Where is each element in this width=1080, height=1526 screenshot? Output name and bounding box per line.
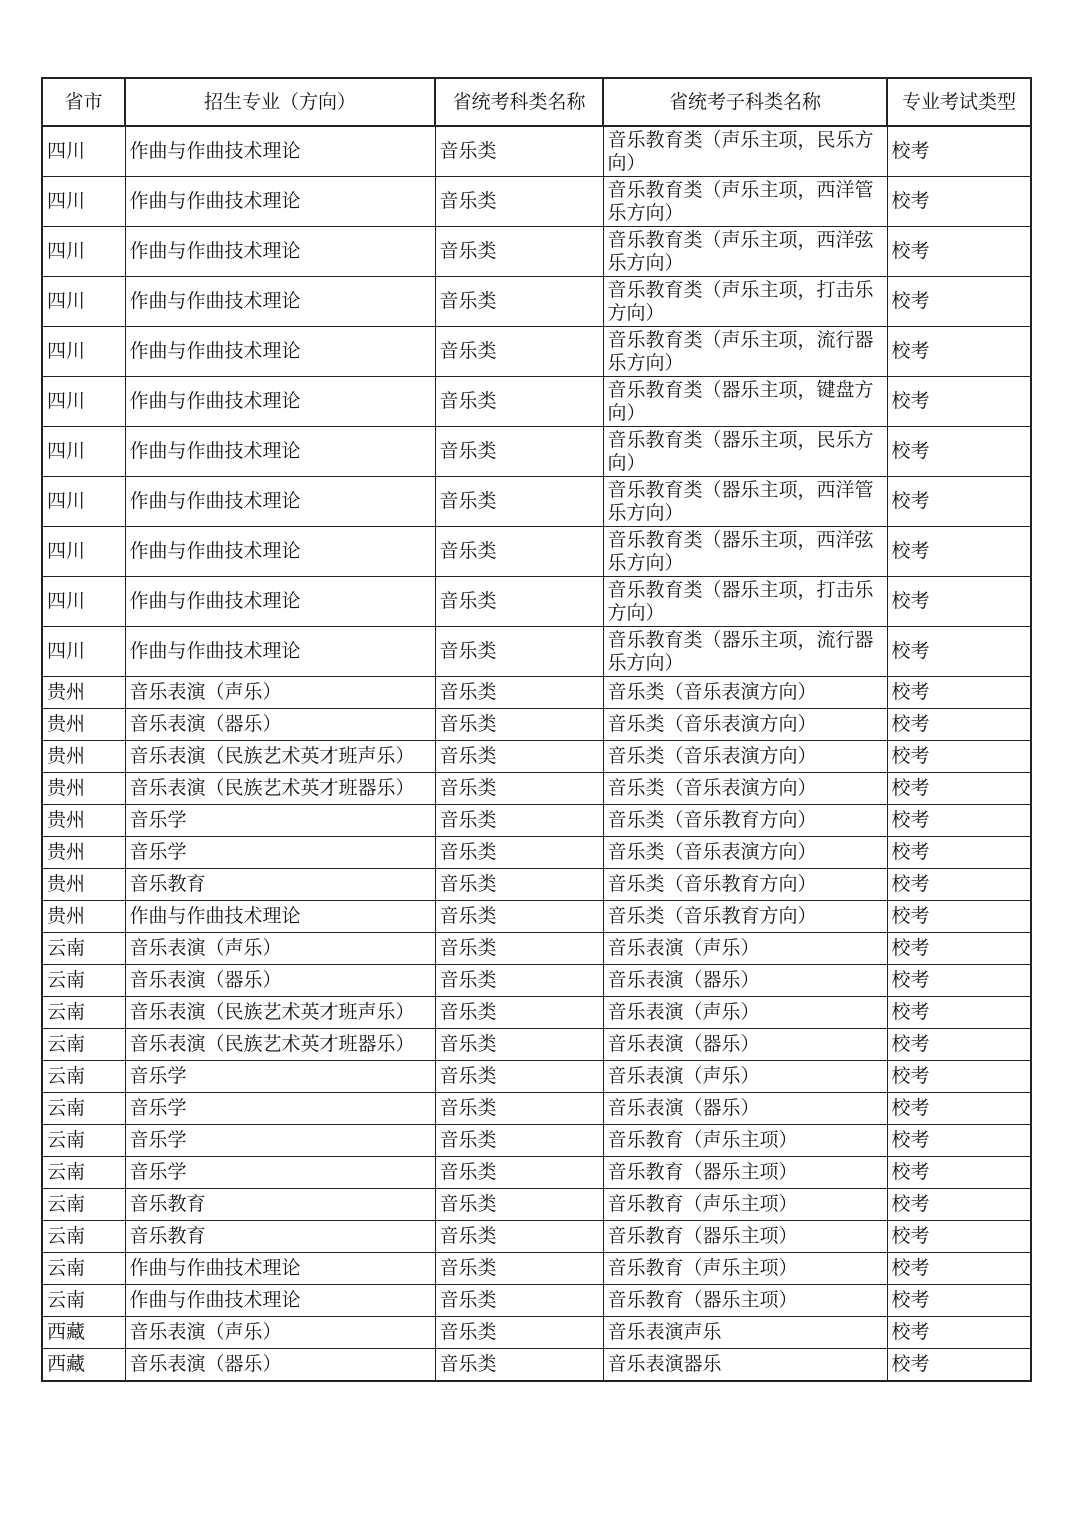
table-row <box>42 1317 1031 1349</box>
cell-province: 云南 <box>42 1093 125 1125</box>
cell-exam-subcategory: 音乐教育（器乐主项） <box>603 1157 887 1189</box>
cell-exam-category: 音乐类 <box>435 1061 603 1093</box>
cell-major: 音乐表演（声乐） <box>125 1317 435 1349</box>
cell-province: 西藏 <box>42 1317 125 1349</box>
table-row <box>42 965 1031 997</box>
cell-major: 作曲与作曲技术理论 <box>125 477 435 527</box>
cell-exam-subcategory: 音乐表演（器乐） <box>603 965 887 997</box>
cell-major: 音乐教育 <box>125 869 435 901</box>
cell-exam-category: 音乐类 <box>435 126 603 177</box>
cell-exam-type: 校考 <box>887 1253 1031 1285</box>
cell-major: 作曲与作曲技术理论 <box>125 1285 435 1317</box>
cell-exam-type: 校考 <box>887 1093 1031 1125</box>
table-row <box>42 933 1031 965</box>
cell-major: 音乐表演（民族艺术英才班器乐） <box>125 1029 435 1061</box>
cell-major: 音乐教育 <box>125 1189 435 1221</box>
cell-exam-category: 音乐类 <box>435 997 603 1029</box>
cell-exam-category: 音乐类 <box>435 837 603 869</box>
cell-exam-category: 音乐类 <box>435 677 603 709</box>
cell-exam-subcategory: 音乐表演（器乐） <box>603 1093 887 1125</box>
table-header-row <box>42 78 1031 126</box>
cell-exam-category: 音乐类 <box>435 805 603 837</box>
cell-province: 云南 <box>42 1221 125 1253</box>
table-row <box>42 1253 1031 1285</box>
table-row <box>42 1061 1031 1093</box>
cell-exam-subcategory: 音乐类（音乐教育方向） <box>603 901 887 933</box>
table-row <box>42 837 1031 869</box>
cell-major: 音乐学 <box>125 1061 435 1093</box>
cell-exam-type: 校考 <box>887 837 1031 869</box>
cell-major: 音乐表演（民族艺术英才班声乐） <box>125 741 435 773</box>
table-row <box>42 1221 1031 1253</box>
cell-major: 音乐学 <box>125 1093 435 1125</box>
header-exam-category: 省统考科类名称 <box>435 78 603 126</box>
cell-exam-type: 校考 <box>887 177 1031 227</box>
cell-province: 云南 <box>42 1029 125 1061</box>
cell-major: 作曲与作曲技术理论 <box>125 1253 435 1285</box>
cell-major: 音乐表演（器乐） <box>125 965 435 997</box>
cell-major: 音乐表演（器乐） <box>125 1349 435 1382</box>
cell-exam-subcategory: 音乐教育类（声乐主项，打击乐方向） <box>603 277 887 327</box>
cell-exam-subcategory: 音乐教育类（声乐主项，民乐方向） <box>603 126 887 177</box>
cell-province: 四川 <box>42 427 125 477</box>
cell-exam-type: 校考 <box>887 577 1031 627</box>
cell-exam-category: 音乐类 <box>435 1317 603 1349</box>
cell-major: 作曲与作曲技术理论 <box>125 527 435 577</box>
cell-province: 云南 <box>42 965 125 997</box>
cell-exam-category: 音乐类 <box>435 1285 603 1317</box>
cell-major: 作曲与作曲技术理论 <box>125 227 435 277</box>
cell-exam-type: 校考 <box>887 477 1031 527</box>
cell-province: 贵州 <box>42 901 125 933</box>
cell-exam-type: 校考 <box>887 627 1031 677</box>
cell-exam-category: 音乐类 <box>435 527 603 577</box>
table-body <box>42 126 1031 1381</box>
cell-exam-subcategory: 音乐教育类（器乐主项，键盘方向） <box>603 377 887 427</box>
cell-major: 音乐学 <box>125 1157 435 1189</box>
table-row <box>42 1285 1031 1317</box>
cell-province: 西藏 <box>42 1349 125 1382</box>
table-row <box>42 773 1031 805</box>
cell-province: 云南 <box>42 1253 125 1285</box>
table-row <box>42 177 1031 227</box>
cell-exam-category: 音乐类 <box>435 1253 603 1285</box>
table-row <box>42 327 1031 377</box>
cell-exam-type: 校考 <box>887 805 1031 837</box>
cell-exam-subcategory: 音乐教育（器乐主项） <box>603 1221 887 1253</box>
header-province: 省市 <box>42 78 125 126</box>
cell-province: 四川 <box>42 477 125 527</box>
table-row <box>42 677 1031 709</box>
cell-province: 四川 <box>42 627 125 677</box>
cell-province: 四川 <box>42 377 125 427</box>
cell-exam-type: 校考 <box>887 965 1031 997</box>
cell-exam-subcategory: 音乐表演（声乐） <box>603 1061 887 1093</box>
cell-province: 四川 <box>42 577 125 627</box>
cell-province: 贵州 <box>42 837 125 869</box>
table-row <box>42 709 1031 741</box>
cell-exam-subcategory: 音乐教育类（器乐主项，西洋弦乐方向） <box>603 527 887 577</box>
table-row <box>42 1029 1031 1061</box>
cell-exam-type: 校考 <box>887 1189 1031 1221</box>
cell-exam-subcategory: 音乐教育类（器乐主项，民乐方向） <box>603 427 887 477</box>
cell-exam-subcategory: 音乐教育（器乐主项） <box>603 1285 887 1317</box>
cell-major: 作曲与作曲技术理论 <box>125 577 435 627</box>
cell-exam-category: 音乐类 <box>435 177 603 227</box>
cell-major: 作曲与作曲技术理论 <box>125 177 435 227</box>
cell-exam-type: 校考 <box>887 901 1031 933</box>
cell-exam-category: 音乐类 <box>435 901 603 933</box>
cell-province: 贵州 <box>42 709 125 741</box>
cell-province: 云南 <box>42 933 125 965</box>
cell-province: 云南 <box>42 1189 125 1221</box>
cell-exam-subcategory: 音乐类（音乐表演方向） <box>603 677 887 709</box>
cell-exam-category: 音乐类 <box>435 277 603 327</box>
header-exam-type: 专业考试类型 <box>887 78 1031 126</box>
cell-exam-category: 音乐类 <box>435 1189 603 1221</box>
cell-major: 作曲与作曲技术理论 <box>125 377 435 427</box>
cell-exam-subcategory: 音乐教育类（器乐主项，流行器乐方向） <box>603 627 887 677</box>
cell-major: 音乐学 <box>125 1125 435 1157</box>
cell-exam-subcategory: 音乐表演（声乐） <box>603 997 887 1029</box>
cell-exam-type: 校考 <box>887 1317 1031 1349</box>
cell-exam-subcategory: 音乐教育（声乐主项） <box>603 1125 887 1157</box>
cell-province: 云南 <box>42 997 125 1029</box>
cell-province: 四川 <box>42 527 125 577</box>
cell-exam-category: 音乐类 <box>435 1349 603 1382</box>
cell-major: 作曲与作曲技术理论 <box>125 901 435 933</box>
cell-exam-type: 校考 <box>887 773 1031 805</box>
cell-exam-subcategory: 音乐表演（声乐） <box>603 933 887 965</box>
cell-exam-type: 校考 <box>887 126 1031 177</box>
table-row <box>42 1189 1031 1221</box>
cell-exam-subcategory: 音乐教育类（器乐主项，打击乐方向） <box>603 577 887 627</box>
cell-exam-subcategory: 音乐表演（器乐） <box>603 1029 887 1061</box>
cell-province: 四川 <box>42 126 125 177</box>
cell-province: 云南 <box>42 1061 125 1093</box>
cell-major: 作曲与作曲技术理论 <box>125 126 435 177</box>
cell-province: 贵州 <box>42 741 125 773</box>
cell-exam-type: 校考 <box>887 1285 1031 1317</box>
table-row <box>42 427 1031 477</box>
table-row <box>42 1349 1031 1382</box>
cell-exam-category: 音乐类 <box>435 1093 603 1125</box>
cell-province: 四川 <box>42 227 125 277</box>
cell-exam-type: 校考 <box>887 1221 1031 1253</box>
cell-major: 音乐表演（声乐） <box>125 677 435 709</box>
cell-exam-type: 校考 <box>887 527 1031 577</box>
cell-exam-subcategory: 音乐类（音乐教育方向） <box>603 805 887 837</box>
cell-province: 四川 <box>42 327 125 377</box>
cell-exam-category: 音乐类 <box>435 377 603 427</box>
cell-exam-type: 校考 <box>887 997 1031 1029</box>
cell-exam-type: 校考 <box>887 1125 1031 1157</box>
cell-exam-subcategory: 音乐类（音乐表演方向） <box>603 773 887 805</box>
cell-major: 音乐表演（声乐） <box>125 933 435 965</box>
cell-exam-type: 校考 <box>887 1061 1031 1093</box>
table-row <box>42 527 1031 577</box>
cell-exam-subcategory: 音乐类（音乐表演方向） <box>603 709 887 741</box>
cell-exam-type: 校考 <box>887 933 1031 965</box>
cell-exam-category: 音乐类 <box>435 227 603 277</box>
cell-province: 四川 <box>42 177 125 227</box>
cell-province: 贵州 <box>42 677 125 709</box>
cell-exam-type: 校考 <box>887 427 1031 477</box>
table-row <box>42 577 1031 627</box>
table-row <box>42 477 1031 527</box>
table-row <box>42 1157 1031 1189</box>
cell-province: 四川 <box>42 277 125 327</box>
table-row <box>42 277 1031 327</box>
table-row <box>42 1093 1031 1125</box>
cell-exam-subcategory: 音乐教育（声乐主项） <box>603 1189 887 1221</box>
table-row <box>42 901 1031 933</box>
cell-major: 作曲与作曲技术理论 <box>125 427 435 477</box>
cell-exam-subcategory: 音乐表演器乐 <box>603 1349 887 1382</box>
cell-exam-type: 校考 <box>887 677 1031 709</box>
cell-exam-category: 音乐类 <box>435 477 603 527</box>
cell-province: 云南 <box>42 1157 125 1189</box>
table-row <box>42 741 1031 773</box>
cell-exam-subcategory: 音乐类（音乐表演方向） <box>603 741 887 773</box>
cell-exam-category: 音乐类 <box>435 427 603 477</box>
cell-exam-subcategory: 音乐教育类（器乐主项，西洋管乐方向） <box>603 477 887 527</box>
cell-exam-type: 校考 <box>887 869 1031 901</box>
admissions-table <box>41 77 1032 1382</box>
cell-province: 云南 <box>42 1125 125 1157</box>
cell-exam-type: 校考 <box>887 277 1031 327</box>
cell-exam-category: 音乐类 <box>435 1125 603 1157</box>
cell-exam-category: 音乐类 <box>435 773 603 805</box>
cell-exam-category: 音乐类 <box>435 1157 603 1189</box>
table-row <box>42 377 1031 427</box>
table-row <box>42 805 1031 837</box>
cell-exam-type: 校考 <box>887 327 1031 377</box>
cell-major: 音乐学 <box>125 805 435 837</box>
header-exam-subcategory: 省统考子科类名称 <box>603 78 887 126</box>
cell-major: 作曲与作曲技术理论 <box>125 627 435 677</box>
header-major: 招生专业（方向） <box>125 78 435 126</box>
cell-exam-category: 音乐类 <box>435 1221 603 1253</box>
cell-major: 音乐教育 <box>125 1221 435 1253</box>
cell-province: 贵州 <box>42 773 125 805</box>
cell-exam-subcategory: 音乐类（音乐表演方向） <box>603 837 887 869</box>
cell-exam-category: 音乐类 <box>435 709 603 741</box>
cell-exam-type: 校考 <box>887 227 1031 277</box>
table-row <box>42 1125 1031 1157</box>
cell-exam-type: 校考 <box>887 1157 1031 1189</box>
cell-exam-type: 校考 <box>887 741 1031 773</box>
cell-province: 贵州 <box>42 869 125 901</box>
cell-exam-type: 校考 <box>887 1029 1031 1061</box>
cell-exam-category: 音乐类 <box>435 577 603 627</box>
cell-major: 音乐表演（器乐） <box>125 709 435 741</box>
cell-major: 作曲与作曲技术理论 <box>125 327 435 377</box>
cell-exam-category: 音乐类 <box>435 741 603 773</box>
cell-exam-subcategory: 音乐教育类（声乐主项，流行器乐方向） <box>603 327 887 377</box>
cell-exam-type: 校考 <box>887 377 1031 427</box>
cell-major: 音乐学 <box>125 837 435 869</box>
cell-exam-category: 音乐类 <box>435 327 603 377</box>
cell-major: 音乐表演（民族艺术英才班器乐） <box>125 773 435 805</box>
cell-exam-subcategory: 音乐类（音乐教育方向） <box>603 869 887 901</box>
cell-province: 贵州 <box>42 805 125 837</box>
cell-exam-category: 音乐类 <box>435 869 603 901</box>
cell-province: 云南 <box>42 1285 125 1317</box>
cell-exam-subcategory: 音乐表演声乐 <box>603 1317 887 1349</box>
cell-exam-category: 音乐类 <box>435 933 603 965</box>
cell-exam-subcategory: 音乐教育（声乐主项） <box>603 1253 887 1285</box>
cell-exam-category: 音乐类 <box>435 1029 603 1061</box>
cell-exam-type: 校考 <box>887 1349 1031 1382</box>
cell-exam-subcategory: 音乐教育类（声乐主项，西洋管乐方向） <box>603 177 887 227</box>
table-row <box>42 869 1031 901</box>
table-row <box>42 627 1031 677</box>
cell-major: 音乐表演（民族艺术英才班声乐） <box>125 997 435 1029</box>
cell-exam-category: 音乐类 <box>435 627 603 677</box>
table-row <box>42 227 1031 277</box>
cell-major: 作曲与作曲技术理论 <box>125 277 435 327</box>
cell-exam-subcategory: 音乐教育类（声乐主项，西洋弦乐方向） <box>603 227 887 277</box>
cell-exam-category: 音乐类 <box>435 965 603 997</box>
cell-exam-type: 校考 <box>887 709 1031 741</box>
table-row <box>42 126 1031 177</box>
table-row <box>42 997 1031 1029</box>
